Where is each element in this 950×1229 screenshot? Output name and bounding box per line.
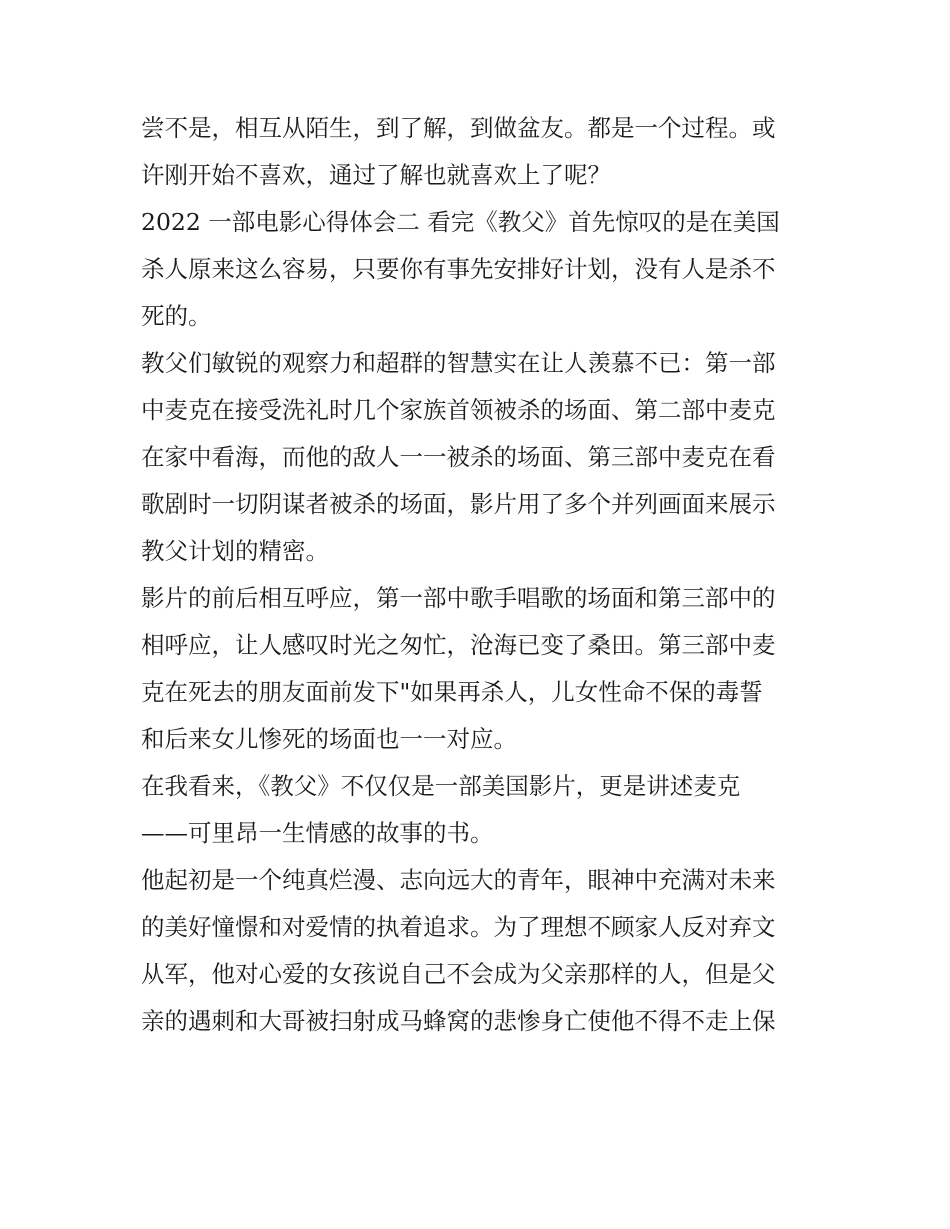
text-line: 许刚开始不喜欢，通过了解也就喜欢上了呢？	[141, 161, 611, 189]
text-line: 亲的遇刺和大哥被扫射成马蜂窝的悲惨身亡使他不得不走上保	[141, 1007, 776, 1035]
text-line: 他起初是一个纯真烂漫、志向远大的青年，眼神中充满对未来	[141, 866, 776, 894]
text-line: 在我看来，《教父》不仅仅是一部美国影片，更是讲述麦克	[141, 772, 741, 800]
text-line: 和后来女儿惨死的场面也一一对应。	[141, 725, 517, 753]
text-line: 在家中看海，而他的敌人一一被杀的场面、第三部中麦克在看	[141, 443, 776, 471]
text-line: 克在死去的朋友面前发下"如果再杀人，儿女性命不保的毒誓	[141, 678, 763, 706]
text-line: ——可里昂一生情感的故事的书。	[141, 819, 494, 847]
text-line: 教父计划的精密。	[141, 537, 329, 565]
text-line: 中麦克在接受洗礼时几个家族首领被杀的场面、第二部中麦克	[141, 396, 776, 424]
text-line: 死的。	[141, 302, 212, 330]
text-line: 教父们敏锐的观察力和超群的智慧实在让人羡慕不已：第一部	[141, 349, 776, 377]
text-line: 尝不是，相互从陌生，到了解，到做盆友。都是一个过程。或	[141, 114, 776, 142]
text-line: 相呼应，让人感叹时光之匆忙，沧海已变了桑田。第三部中麦	[141, 631, 776, 659]
text-line: 2022 一部电影心得体会二 看完《教父》首先惊叹的是在美国	[141, 208, 780, 236]
text-line: 从军，他对心爱的女孩说自己不会成为父亲那样的人，但是父	[141, 960, 776, 988]
text-line: 影片的前后相互呼应，第一部中歌手唱歌的场面和第三部中的	[141, 584, 776, 612]
text-line: 杀人原来这么容易，只要你有事先安排好计划，没有人是杀不	[141, 255, 776, 283]
document-body	[141, 105, 821, 1045]
text-line: 歌剧时一切阴谋者被杀的场面，影片用了多个并列画面来展示	[141, 490, 776, 518]
text-line: 的美好憧憬和对爱情的执着追求。为了理想不顾家人反对弃文	[141, 913, 776, 941]
